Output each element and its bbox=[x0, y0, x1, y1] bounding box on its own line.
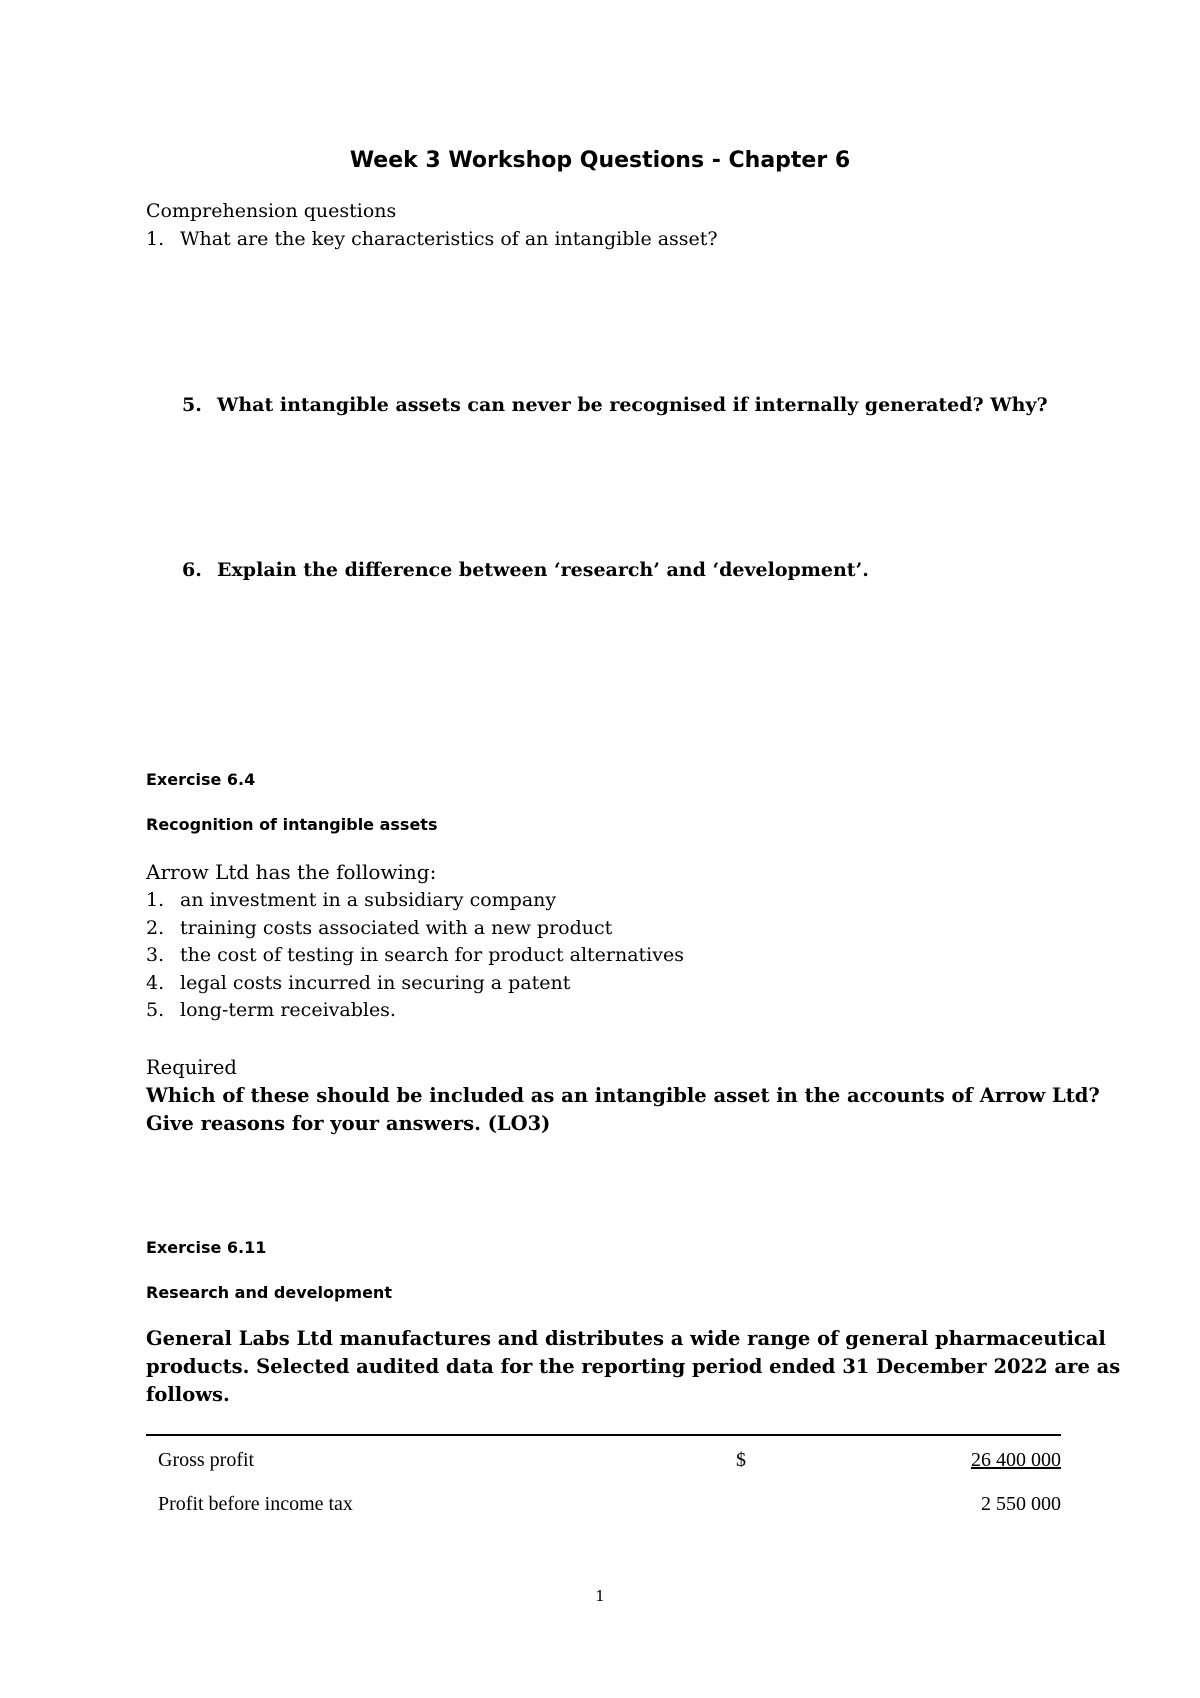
row-label: Gross profit bbox=[158, 1449, 255, 1471]
required-line-1: Which of these should be included as an intangible asset in the accounts of Arrow Ltd? bbox=[146, 1084, 1100, 1107]
list-item bbox=[146, 942, 684, 970]
list-item bbox=[146, 915, 684, 943]
exercise-6-11-body-line-2: products. Selected audited data for the reporting period ended 31 December 2022 are as bbox=[146, 1355, 1121, 1378]
list-item-text: an investment in a subsidiary company bbox=[180, 889, 557, 911]
row-value: 26 400 000 bbox=[971, 1449, 1061, 1471]
question-number: 5. bbox=[182, 394, 202, 416]
list-item-text: long-term receivables. bbox=[180, 999, 396, 1022]
question-text: What intangible assets can never be recognised if internally generated? Why? bbox=[217, 394, 1048, 416]
list-item-text: legal costs incurred in securing a patent bbox=[180, 971, 571, 994]
exercise-6-11-body-line-1: General Labs Ltd manufactures and distributes a wide range of general pharmaceutical bbox=[146, 1327, 1106, 1350]
list-item-number: 5. bbox=[146, 999, 165, 1022]
question-6 bbox=[182, 559, 869, 581]
page-number: 1 bbox=[595, 1587, 605, 1605]
question-5 bbox=[182, 394, 1048, 416]
list-item-number: 1. bbox=[146, 889, 165, 911]
exercise-6-4-label: Exercise 6.4 bbox=[146, 770, 256, 789]
list-item-text: the cost of testing in search for product alternatives bbox=[180, 944, 684, 967]
exercise-6-4-list bbox=[146, 887, 684, 1025]
exercise-6-4-intro: Arrow Ltd has the following: bbox=[146, 860, 437, 884]
required-line-2: Give reasons for your answers. (LO3) bbox=[146, 1112, 551, 1135]
question-number: 1. bbox=[146, 228, 165, 250]
list-item-number: 2. bbox=[146, 916, 165, 939]
row-value: 2 550 000 bbox=[981, 1493, 1061, 1515]
exercise-6-11-label: Exercise 6.11 bbox=[146, 1238, 267, 1257]
exercise-6-11-body-line-3: follows. bbox=[146, 1383, 230, 1406]
question-number: 6. bbox=[182, 559, 202, 581]
list-item bbox=[146, 887, 684, 915]
question-text: Explain the difference between ‘research’ and ‘development’. bbox=[217, 559, 869, 581]
table-top-rule bbox=[146, 1434, 1061, 1436]
list-item-number: 3. bbox=[146, 944, 165, 967]
list-item bbox=[146, 997, 684, 1025]
document-title: Week 3 Workshop Questions - Chapter 6 bbox=[349, 148, 851, 173]
question-text: What are the key characteristics of an intangible asset? bbox=[180, 228, 718, 250]
question-1 bbox=[146, 228, 718, 250]
list-item bbox=[146, 970, 684, 998]
comprehension-heading: Comprehension questions bbox=[146, 200, 397, 222]
required-heading: Required bbox=[146, 1056, 237, 1079]
list-item-text: training costs associated with a new product bbox=[180, 916, 613, 939]
exercise-6-4-subtitle: Recognition of intangible assets bbox=[146, 815, 438, 834]
list-item-number: 4. bbox=[146, 971, 165, 994]
row-label: Profit before income tax bbox=[158, 1493, 353, 1515]
exercise-6-11-subtitle: Research and development bbox=[146, 1283, 392, 1302]
row-currency: $ bbox=[736, 1449, 746, 1471]
